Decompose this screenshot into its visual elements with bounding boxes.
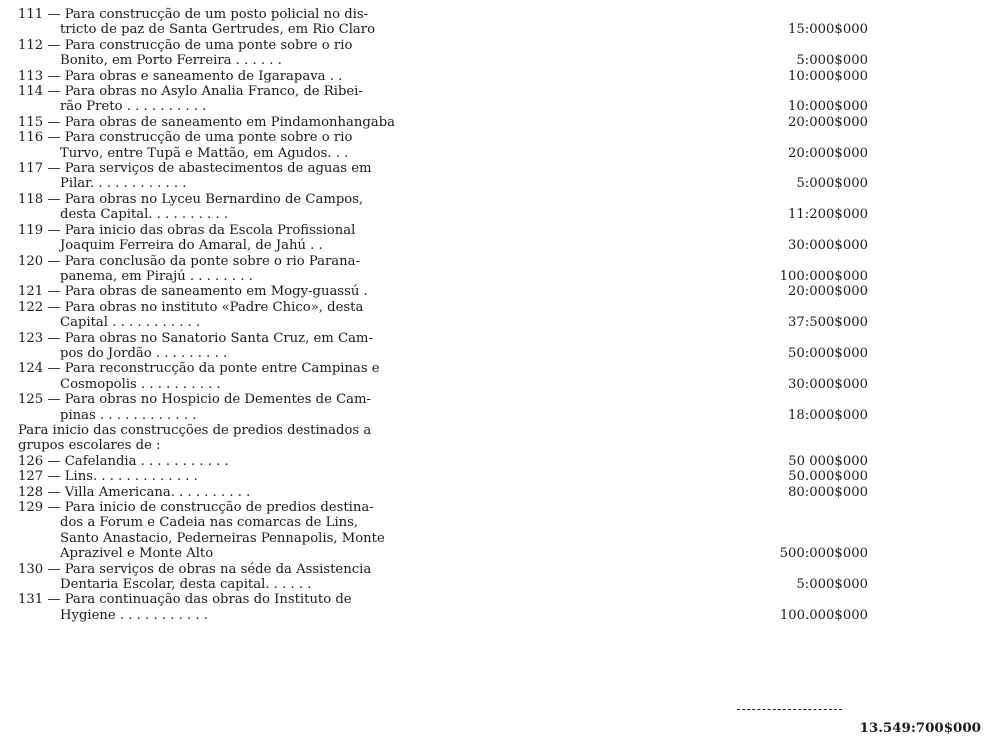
budget-entry	[18, 115, 898, 130]
entry-line: Joaquim Ferreira do Amaral, de Jahú . .	[60, 238, 323, 254]
budget-entry	[18, 38, 898, 69]
entry-line: 124 — Para reconstrucção da ponte entre Campinas e	[18, 361, 380, 377]
entry-description	[18, 192, 438, 223]
entry-line: dos a Forum e Cadeia nas comarcas de Lins,	[60, 515, 359, 531]
entry-line: rão Preto . . . . . . . . . .	[60, 99, 207, 115]
entry-line: pos do Jordão . . . . . . . . .	[60, 345, 228, 361]
entry-amount: 5:000$000	[796, 176, 868, 192]
budget-entry	[18, 500, 898, 562]
entry-line: panema, em Pirajú . . . . . . . .	[60, 268, 253, 284]
entry-line: 118 — Para obras no Lyceu Bernardino de Campos,	[18, 191, 364, 207]
entry-description	[18, 300, 438, 331]
entry-line: Para inicio das construcções de predios destinados a	[18, 422, 372, 438]
entry-line: 122 — Para obras no instituto «Padre Chico», desta	[18, 299, 364, 315]
entry-line: 131 — Para continuação das obras do Instituto de	[18, 592, 352, 608]
entry-line: Capital . . . . . . . . . . .	[60, 315, 201, 331]
entry-description	[18, 130, 438, 161]
entry-description	[18, 592, 438, 623]
entry-description	[18, 115, 438, 130]
entry-line: 115 — Para obras de saneamento em Pindamonhangaba	[18, 114, 395, 130]
entry-line: 112 — Para construcção de uma ponte sobre o rio	[18, 37, 353, 53]
entry-line: 111 — Para construcção de um posto policial no dis-	[18, 7, 369, 22]
budget-entry	[18, 454, 898, 469]
budget-entry	[18, 284, 898, 299]
entry-amount: 50.000$000	[788, 469, 868, 485]
entry-line: 117 — Para serviços de abastecimentos de aguas em	[18, 161, 372, 177]
budget-entry	[18, 469, 898, 484]
entry-amount: 20:000$000	[788, 284, 868, 300]
entry-amount: 100.000$000	[779, 607, 868, 623]
entry-amount: 5:000$000	[796, 577, 868, 593]
entry-amount: 18:000$000	[788, 407, 868, 423]
entry-description	[18, 69, 438, 84]
entry-description	[18, 38, 438, 69]
budget-entry	[18, 223, 898, 254]
entry-line: 121 — Para obras de saneamento em Mogy-guassú .	[18, 284, 368, 300]
budget-entry	[18, 392, 898, 423]
entry-description	[18, 223, 438, 254]
entry-amount: 30:000$000	[788, 238, 868, 254]
entry-line: 125 — Para obras no Hospicio de Dementes de Cam-	[18, 392, 372, 408]
entry-amount: 20:000$000	[788, 114, 868, 130]
entry-line: Cosmopolis . . . . . . . . . .	[60, 376, 221, 392]
budget-entry	[18, 361, 898, 392]
entry-description	[18, 562, 438, 593]
entry-line: pinas . . . . . . . . . . . .	[60, 407, 197, 423]
entry-line: tricto de paz de Santa Gertrudes, em Rio Claro	[60, 22, 376, 38]
entry-description	[18, 485, 438, 500]
entry-line: grupos escolares de :	[18, 438, 161, 454]
section-heading	[18, 423, 898, 454]
entry-line: 128 — Villa Americana. . . . . . . . . .	[18, 484, 251, 500]
entry-line: Dentaria Escolar, desta capital. . . . . .	[60, 577, 312, 593]
entry-amount: 50 000$000	[788, 453, 868, 469]
entry-line: Bonito, em Porto Ferreira . . . . . .	[60, 53, 282, 69]
entry-line: 123 — Para obras no Sanatorio Santa Cruz, em Cam-	[18, 330, 373, 346]
budget-entry	[18, 300, 898, 331]
entry-description	[18, 361, 438, 392]
total-separator-rule	[737, 709, 842, 710]
entry-amount: 100:000$000	[779, 268, 868, 284]
entry-line: 120 — Para conclusão da ponte sobre o rio Parana-	[18, 253, 360, 269]
entry-line: 113 — Para obras e saneamento de Igarapava . .	[18, 68, 343, 84]
budget-entry	[18, 7, 898, 38]
entry-line: 126 — Cafelandia . . . . . . . . . . .	[18, 453, 229, 469]
entry-line: Pilar. . . . . . . . . . . .	[60, 176, 187, 192]
entry-amount: 80:000$000	[788, 484, 868, 500]
entry-amount: 15:000$000	[788, 22, 868, 38]
budget-entry	[18, 562, 898, 593]
entry-line: 119 — Para inicio das obras da Escola Profissional	[18, 222, 356, 238]
budget-entry	[18, 254, 898, 285]
entry-description	[18, 254, 438, 285]
entry-line: Aprazivel e Monte Alto	[60, 546, 214, 562]
entry-amount: 500:000$000	[779, 546, 868, 562]
budget-entry	[18, 130, 898, 161]
entry-amount: 5:000$000	[796, 53, 868, 69]
entry-description	[18, 469, 438, 484]
entry-line: 129 — Para inicio de construcção de predios destina-	[18, 500, 374, 515]
grand-total: 13.549:700$000	[859, 720, 981, 736]
entry-description	[18, 392, 438, 423]
entry-line: Santo Anastacio, Pederneiras Pennapolis, Monte	[60, 530, 385, 546]
entry-amount: 10:000$000	[788, 99, 868, 115]
budget-entry-list	[18, 7, 898, 623]
entry-line: 130 — Para serviços de obras na séde da Assistencia	[18, 561, 372, 577]
entry-amount: 20:000$000	[788, 145, 868, 161]
entry-line: 114 — Para obras no Asylo Analia Franco, de Ribei-	[18, 84, 363, 100]
budget-entry	[18, 69, 898, 84]
entry-description	[18, 284, 438, 299]
entry-line: Turvo, entre Tupã e Mattão, em Agudos. . .	[60, 145, 349, 161]
budget-entry	[18, 161, 898, 192]
budget-entry	[18, 331, 898, 362]
entry-amount: 37:500$000	[788, 315, 868, 331]
budget-entry	[18, 592, 898, 623]
budget-entry	[18, 84, 898, 115]
entry-description	[18, 500, 438, 562]
entry-description	[18, 331, 438, 362]
entry-description	[18, 84, 438, 115]
entry-line: Hygiene . . . . . . . . . . .	[60, 607, 208, 623]
budget-entry	[18, 192, 898, 223]
entry-description	[18, 454, 438, 469]
entry-amount: 10:000$000	[788, 68, 868, 84]
entry-line: desta Capital. . . . . . . . . .	[60, 207, 229, 223]
entry-description	[18, 7, 438, 38]
entry-line: 116 — Para construcção de uma ponte sobre o rio	[18, 130, 353, 146]
budget-entry	[18, 485, 898, 500]
entry-amount: 11:200$000	[788, 207, 868, 223]
entry-amount: 30:000$000	[788, 376, 868, 392]
entry-amount: 50:000$000	[788, 345, 868, 361]
entry-description	[18, 423, 438, 454]
entry-description	[18, 161, 438, 192]
entry-line: 127 — Lins. . . . . . . . . . . . .	[18, 469, 198, 485]
